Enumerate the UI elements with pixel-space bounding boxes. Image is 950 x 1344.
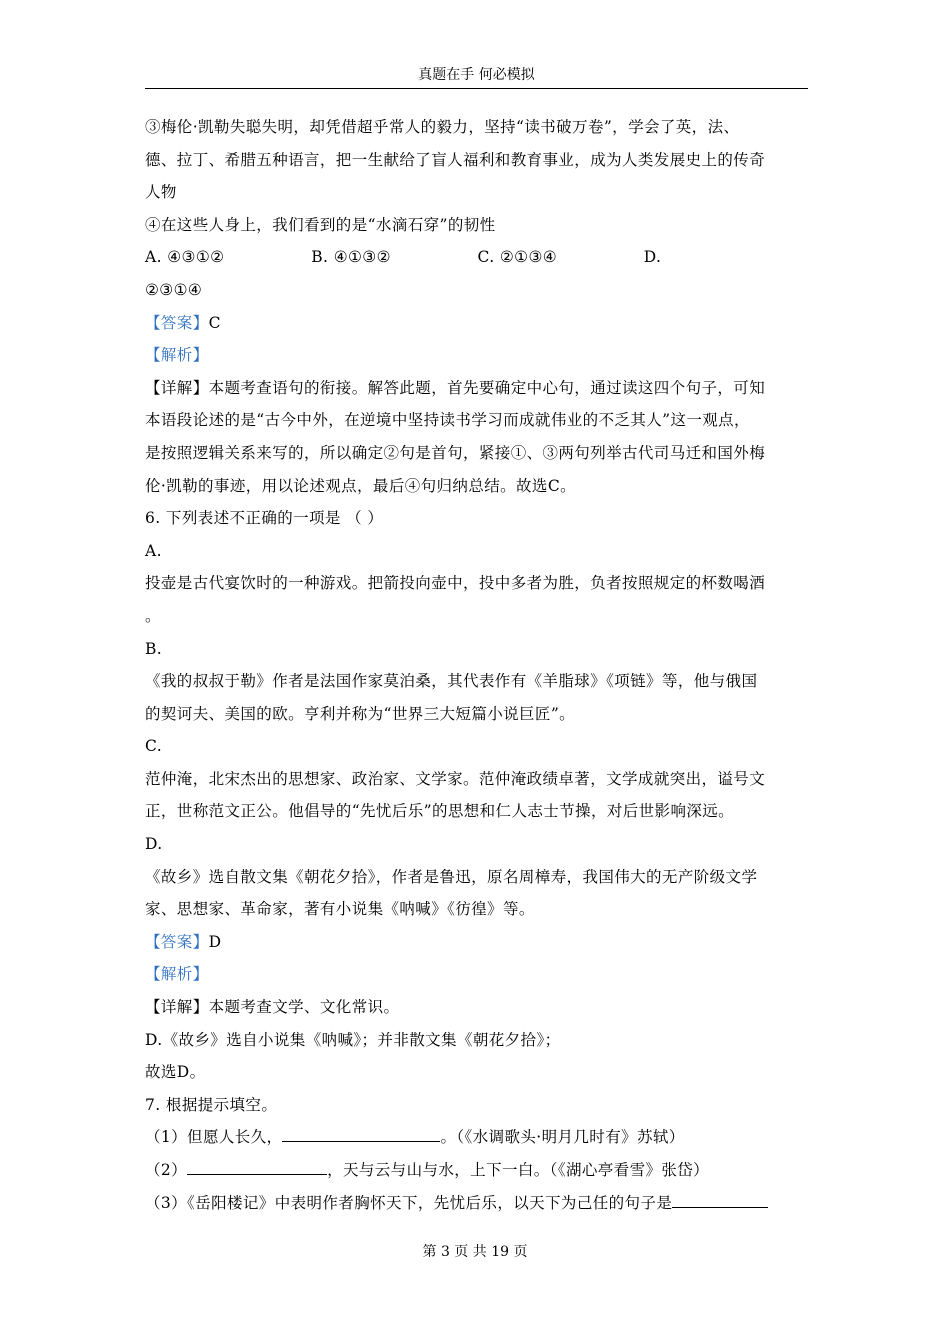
q5-analysis: [145, 339, 810, 372]
q5-detail-line1: 【详解】本题考查语句的衔接。解答此题，首先要确定中心句，通过读这四个句子，可知: [145, 378, 766, 397]
q7-sub2-blank[interactable]: [187, 1156, 327, 1175]
q6-c-line1: 范仲淹，北宋杰出的思想家、政治家、文学家。范仲淹政绩卓著，文学成就突出，谥号文: [145, 769, 766, 788]
q5-analysis-tag: 【解析】: [145, 346, 209, 365]
q6-c-label: C.: [145, 737, 163, 756]
q7-stem: 7. 根据提示填空。: [145, 1095, 278, 1114]
q6-detail-line1: 【详解】本题考查文学、文化常识。: [145, 998, 400, 1017]
page-header: [145, 64, 808, 89]
q7-sub1-prefix: （1）但愿人长久，: [145, 1128, 283, 1147]
q5-option-d-value: ②③①④: [145, 280, 203, 299]
q5-detail-line3: 是按照逻辑关系来写的，所以确定②句是首句，紧接①、③两句列举古代司马迁和国外梅: [145, 443, 766, 462]
q7-sub1-suffix: 。（《水调歌头·明月几时有》苏轼）: [440, 1128, 685, 1147]
q7-sub3: [145, 1187, 810, 1220]
q6-d-line1: 《故乡》选自散文集《朝花夕拾》，作者是鲁迅，原名周樟寿，我国伟大的无产阶级文学: [145, 867, 758, 886]
q6-answer-value: D: [208, 932, 222, 951]
q7-sub2-prefix: （2）: [145, 1161, 188, 1179]
q6-d-label: D.: [145, 835, 163, 854]
header-title: 真题在手 何必模拟: [418, 67, 535, 83]
q5-detail-line2: 本语段论述的是“古今中外，在逆境中坚持读书学习而成就伟业的不乏其人”这一观点，: [145, 411, 750, 430]
q7-sub3-blank[interactable]: [672, 1189, 768, 1208]
q6-c-line2: 正，世称范文正公。他倡导的“先忧后乐”的思想和仁人志士节操，对后世影响深远。: [145, 802, 735, 821]
q6-detail-line2: D.《故乡》选自小说集《呐喊》；并非散文集《朝花夕拾》；: [145, 1030, 561, 1049]
q6-d-line2: 家、思想家、革命家，著有小说集《呐喊》《彷徨》等。: [145, 900, 535, 919]
q5-option-a: A. ④③①②: [145, 248, 225, 267]
q6-detail-line3: 故选D。: [145, 1063, 206, 1082]
q5-item3-line1: ③梅伦·凯勒失聪失明，却凭借超乎常人的毅力，坚持“读书破万卷”，学会了英，法、: [145, 118, 740, 136]
q5-item4: ④在这些人身上，我们看到的是“水滴石穿”的韧性: [145, 215, 496, 234]
q6-a-line1: 投壶是古代宴饮时的一种游戏。把箭投向壶中，投中多者为胜，负者按照规定的杯数喝酒: [145, 574, 766, 593]
q7-sub1-blank[interactable]: [282, 1123, 440, 1142]
q6-b-line2: 的契诃夫、美国的欧。亨利并称为“世界三大短篇小说巨匠”。: [145, 704, 576, 723]
q6-answer: [145, 926, 810, 959]
q6-a-line2: 。: [145, 606, 161, 625]
q5-detail-line4: 伦·凯勒的事迹，用以论述观点，最后④句归纳总结。故选C。: [145, 476, 576, 495]
q6-stem: 6. 下列表述不正确的一项是 （ ）: [145, 509, 384, 528]
q5-answer: [145, 307, 810, 340]
q5-answer-value: C: [208, 313, 221, 332]
q7-sub2-suffix: ，天与云与山与水，上下一白。（《湖心亭看雪》张岱）: [327, 1161, 710, 1179]
q5-item3-line2: 德、拉丁、希腊五种语言，把一生献给了盲人福利和教育事业，成为人类发展史上的传奇: [145, 150, 766, 169]
q5-options: [145, 241, 810, 274]
page-number: 第 3 页 共 19 页: [422, 1244, 528, 1260]
q5-item3-line3: 人物: [145, 183, 177, 202]
q6-answer-tag: 【答案】: [145, 932, 209, 951]
q5-answer-tag: 【答案】: [145, 313, 209, 332]
q6-b-line1: 《我的叔叔于勒》作者是法国作家莫泊桑，其代表作有《羊脂球》《项链》等，他与俄国: [145, 672, 758, 691]
q6-analysis: [145, 958, 810, 991]
q6-analysis-tag: 【解析】: [145, 965, 209, 984]
q5-option-b: B. ④①③②: [311, 248, 391, 267]
q5-option-d: D.: [643, 248, 662, 267]
q7-sub2: [145, 1154, 810, 1187]
page-content: [145, 111, 810, 1219]
q5-option-c: C. ②①③④: [477, 248, 558, 267]
q6-a-label: A.: [145, 541, 162, 560]
q6-b-label: B.: [145, 639, 163, 658]
q7-sub3-prefix: （3）《岳阳楼记》中表明作者胸怀天下，先忧后乐，以天下为己任的句子是: [145, 1193, 673, 1212]
q7-sub1: [145, 1121, 810, 1154]
page-footer: [0, 1242, 950, 1262]
